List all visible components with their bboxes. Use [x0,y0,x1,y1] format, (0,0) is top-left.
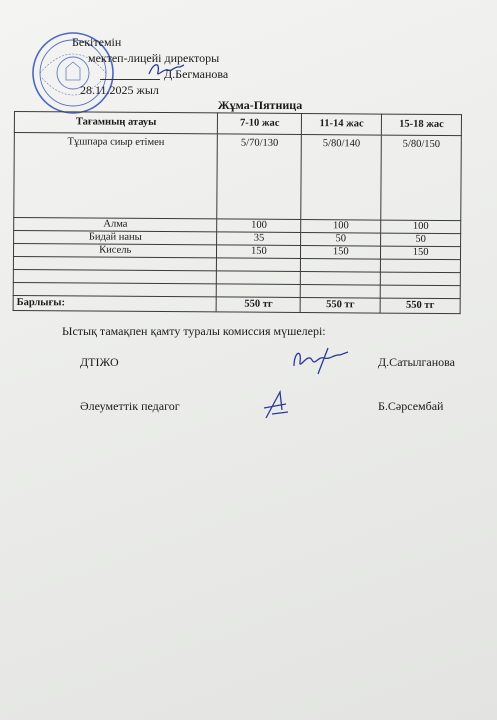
portion-value: 150 [217,245,301,259]
member-role: ДТІЖО [80,355,119,369]
member-signature-icon [258,388,294,422]
portion-value: 50 [381,233,461,247]
table-total-row [13,295,460,313]
portion-value: 35 [217,232,301,246]
portion-value: 150 [381,246,461,260]
menu-table [13,111,462,314]
commission-title: Ыстық тамақпен қамту туралы комиссия мүшелері: [62,324,326,338]
total-label: Барлығы: [13,295,217,311]
portion-value: 100 [301,220,381,234]
member-name: Д.Сатылганова [378,355,456,369]
director-signature-icon [146,58,186,82]
portion-value: 100 [381,220,461,234]
table-row [14,133,462,221]
header-dish-name: Тағамның атауы [14,112,218,134]
approval-line2: мектеп-лицейі директоры [88,51,220,65]
dish-name: Тұшпара сиыр етімен [14,133,218,219]
approval-block [72,34,228,98]
dish-name: Алма [14,218,218,232]
portion-value: 5/70/130 [217,134,301,220]
director-name: Д.Бегманова [164,67,229,81]
total-value: 550 тг [300,298,380,314]
total-value: 550 тг [217,297,301,313]
day-title: Жұма-Пятница [217,98,303,112]
approval-director-line [100,66,228,82]
header-age-15-18: 15-18 жас [381,114,461,136]
member-role: Әлеуметтік педагог [80,399,180,413]
dish-name: Кисель [13,244,217,258]
portion-value: 5/80/140 [301,135,381,221]
member-signature-icon [288,344,352,378]
portion-value: 50 [301,233,381,247]
header-age-11-14: 11-14 жас [302,114,382,136]
total-value: 550 тг [380,298,460,314]
approval-date: 28.11.2025 жыл [80,83,159,97]
portion-value: 150 [301,246,381,260]
dish-name: Бидай наны [14,231,218,245]
member-name: Б.Сәрсембай [378,399,444,413]
portion-value: 5/80/150 [381,135,461,221]
portion-value: 100 [217,219,301,233]
header-age-7-10: 7-10 жас [218,113,302,135]
approval-line1: Бекітемін [72,35,122,49]
